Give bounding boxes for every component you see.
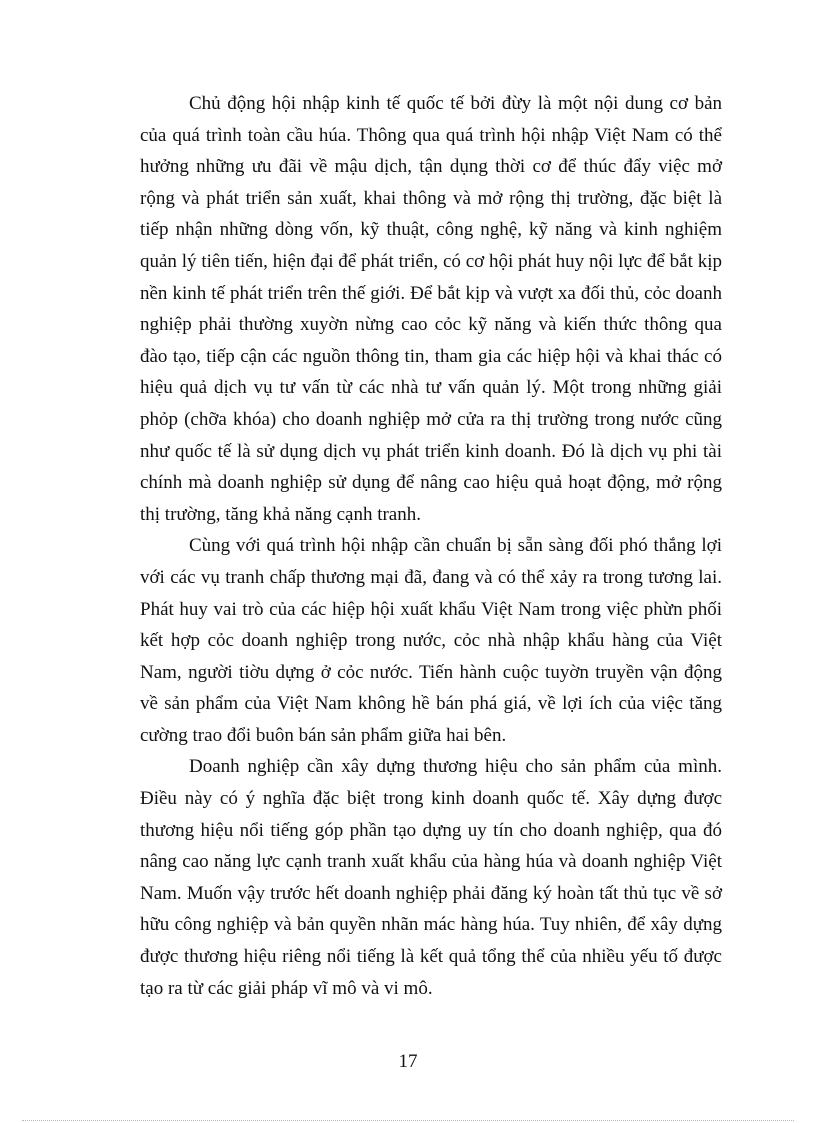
paragraph-2: Cùng với quá trình hội nhập cần chuẩn bị sẵn sàng đối phó thắng lợi với các vụ tranh chấp thương mại đã, đang và có thể xảy ra trong tương lai. Phát huy vai trò của các hiệp hội xuất khẩu Việt Nam trong việc phừn phối kết hợp cỏc doanh nghiệp trong nước, cỏc nhà nhập khẩu hàng của Việt Nam, người tiờu dựng ở cỏc nước. Tiến hành cuộc tuyờn truyền vận động về sản phẩm của Việt Nam không hề bán phá giá, về lợi ích của việc tăng cường trao đổi buôn bán sản phẩm giữa hai bên.: [140, 535, 722, 746]
paragraph-3: Doanh nghiệp cần xây dựng thương hiệu cho sản phẩm của mình. Điều này có ý nghĩa đặc biệt trong kinh doanh quốc tế. Xây dựng được thương hiệu nổi tiếng góp phần tạo dựng uy tín cho doanh nghiệp, qua đó nâng cao năng lực cạnh tranh xuất khẩu của hàng húa và doanh nghiệp Việt Nam. Muốn vậy trước hết doanh nghiệp phải đăng ký hoàn tất thủ tục về sở hữu công nghiệp và bản quyền nhãn mác hàng húa. Tuy nhiên, để xây dựng được thương hiệu riêng nổi tiếng là kết quả tổng thể của nhiều yếu tố được tạo ra từ các giải pháp vĩ mô và vi mô.: [140, 756, 722, 999]
page-number: 17: [398, 1051, 418, 1072]
page-bottom-divider: [22, 1120, 794, 1121]
paragraph-1: Chủ động hội nhập kinh tế quốc tế bởi đừy là một nội dung cơ bản của quá trình toàn cầu húa. Thông qua quá trình hội nhập Việt Nam có thể hưởng những ưu đãi về mậu dịch, tận dụng thời cơ để thúc đẩy việc mở rộng và phát triển sản xuất, khai thông và mở rộng thị trường, đặc biệt là tiếp nhận những dòng vốn, kỹ thuật, công nghệ, kỹ năng và kinh nghiệm quản lý tiên tiến, hiện đại để phát triển, có cơ hội phát huy nội lực để bắt kịp nền kinh tế phát triển trên thế giới. Để bắt kịp và vượt xa đối thủ, cỏc doanh nghiệp phải thường xuyờn nừng cao cỏc kỹ năng và kiến thức thông qua đào tạo, tiếp cận các nguồn thông tin, tham gia các hiệp hội và khai thác có hiệu quả dịch vụ tư vấn từ các nhà tư vấn quản lý. Một trong những giải phỏp (chỡa khóa) cho doanh nghiệp mở cửa ra thị trường trong nước cũng như quốc tế là sử dụng dịch vụ phát triển kinh doanh. Đó là dịch vụ phi tài chính mà doanh nghiệp sử dụng để nâng cao hiệu quả hoạt động, mở rộng thị trường, tăng khả năng cạnh tranh.: [140, 93, 722, 525]
body-text: [140, 88, 722, 1004]
